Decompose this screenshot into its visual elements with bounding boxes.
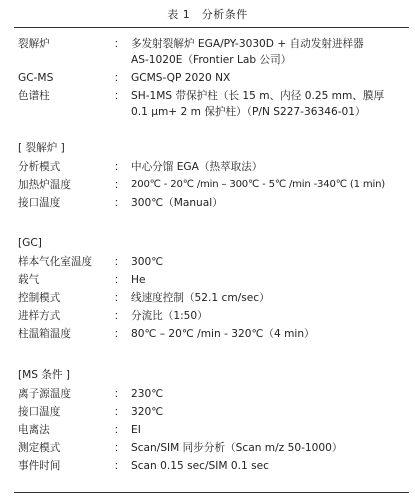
row-colon: ： [114,179,125,191]
row-value: He [131,274,146,286]
row-furnace-temp [18,177,408,193]
row-label: 离子源温度 [18,388,71,400]
section-heading-pyrolyzer: [ 裂解炉 ] [18,142,65,154]
row-label: 事件时间 [18,460,61,472]
row-label: 测定模式 [18,442,61,454]
row-value: SH-1MS 带保护柱（长 15 m、内径 0.25 mm、膜厚 [131,90,385,102]
row-value: 230℃ [131,388,164,400]
bottom-rule [14,492,409,493]
row-colon: ： [114,38,125,50]
row-analysis-mode [18,159,408,175]
row-value: Scan/SIM 同步分析（Scan m/z 50-1000） [131,442,343,454]
row-colon: ： [114,197,125,209]
row-value: 中心分馏 EGA（热萃取法） [131,161,263,173]
row-colon: ： [114,424,125,436]
row-colon: ： [114,274,125,286]
row-value: 分流比（1:50） [131,310,208,322]
row-ms-interface-temp [18,404,408,420]
row-measurement-mode [18,440,408,456]
row-injection-mode [18,308,408,324]
row-colon: ： [114,406,125,418]
row-ionization [18,422,408,438]
row-label: 载气 [18,274,40,286]
row-colon: ： [114,442,125,454]
row-colon: ： [114,90,125,102]
row-oven-temp [18,326,408,342]
section-heading-ms: [MS 条件 ] [18,369,71,381]
row-value: 320℃ [131,406,164,418]
row-label: 分析模式 [18,161,61,173]
row-label: 样本气化室温度 [18,256,93,268]
row-value: 80℃ – 20℃ /min - 320℃（4 min） [131,328,315,340]
row-event-time [18,458,408,474]
row-label: 色谱柱 [18,90,50,102]
row-label: 接口温度 [18,197,61,209]
row-value: 多发射裂解炉 EGA/PY-3030D + 自动发射进样器 [131,38,364,50]
row-label: GC-MS [18,72,54,84]
row-value: GCMS-QP 2020 NX [131,72,231,84]
row-colon: ： [114,310,125,322]
row-colon: ： [114,72,125,84]
row-colon: ： [114,460,125,472]
row-colon: ： [114,388,125,400]
row-label: 柱温箱温度 [18,328,71,340]
row-colon: ： [114,328,125,340]
table-title: 表 1 分析条件 [167,8,248,21]
row-value-continued: 0.1 µm+ 2 m 保护柱）（P/N S227-36346-01） [131,106,366,118]
row-injection-temp [18,254,408,270]
row-value: 200℃ - 20℃ /min – 300℃ - 5℃ /min -340℃ (1 min) [131,179,386,190]
row-value: 线速度控制（52.1 cm/sec） [131,292,270,304]
row-gcms [18,70,408,86]
row-colon: ： [114,292,125,304]
row-column [18,88,408,118]
row-label: 电离法 [18,424,50,436]
row-value: 300℃（Manual） [131,197,223,209]
row-value: Scan 0.15 sec/SIM 0.1 sec [131,460,269,472]
row-label: 加热炉温度 [18,179,71,191]
row-interface-temp [18,195,408,211]
row-carrier-gas [18,272,408,288]
row-value-continued: AS-1020E（Frontier Lab 公司） [131,54,292,66]
section-heading-gc: [GC] [18,237,42,249]
row-label: 接口温度 [18,406,61,418]
row-label: 进样方式 [18,310,61,322]
row-label: 控制模式 [18,292,61,304]
row-colon: ： [114,161,125,173]
row-ion-source-temp [18,386,408,402]
row-pyrolyzer-device [18,36,408,66]
row-colon: ： [114,256,125,268]
row-value: EI [131,424,141,436]
row-label: 裂解炉 [18,38,50,50]
top-rule [14,27,409,28]
row-value: 300℃ [131,256,164,268]
row-control-mode [18,290,408,306]
